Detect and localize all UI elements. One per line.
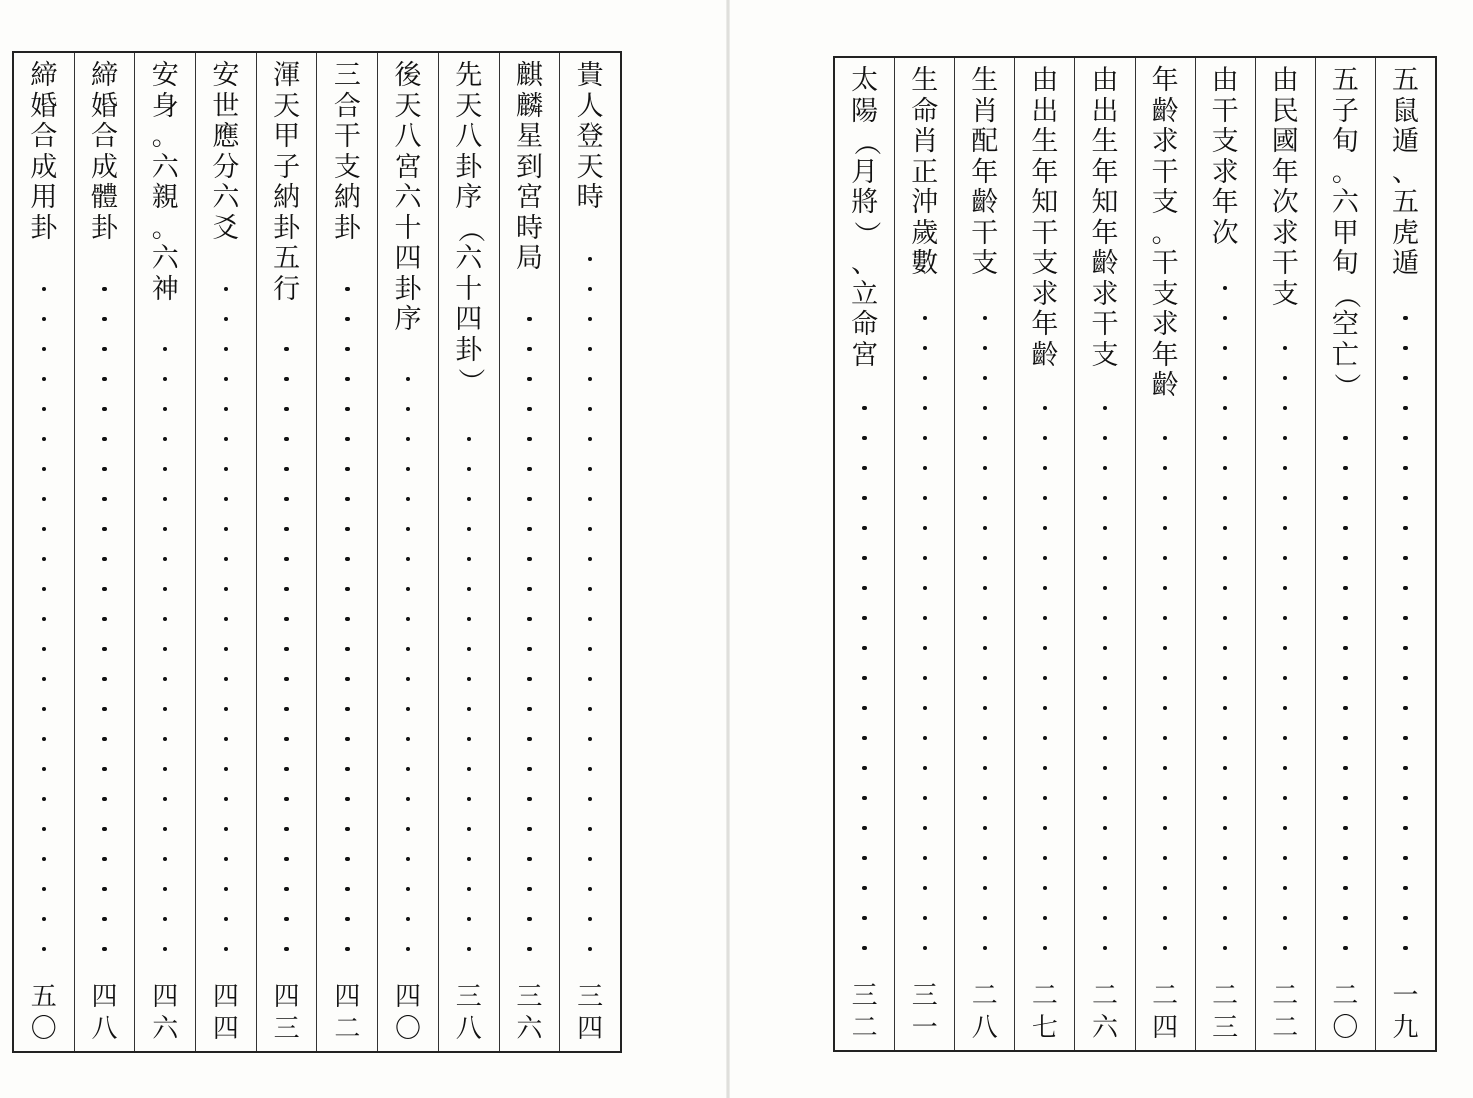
toc-entry[interactable] [438,53,499,1051]
toc-page-number: 二 八 [971,981,998,1043]
toc-entry-title: 由 干 支 求 年 次 [1211,65,1239,249]
toc-entry[interactable] [1014,58,1074,1050]
leader-dots [1136,410,1195,950]
toc-entry[interactable] [74,53,135,1051]
toc-entry-title: 三 合 干 支 納 卦 [333,60,361,244]
toc-page-number: 四 四 [212,982,239,1044]
toc-page-number: 三 四 [577,982,604,1044]
toc-entry[interactable] [1074,58,1134,1050]
leader-dots [895,290,954,950]
leader-dots [500,291,560,951]
toc-entry[interactable] [1375,58,1435,1050]
toc-entry[interactable] [377,53,438,1051]
toc-entry-title: 生 命 肖 正 沖 歲 數 [911,65,939,279]
leader-dots [955,290,1014,950]
toc-entry[interactable] [134,53,195,1051]
toc-entry-title: 由 民 國 年 次 求 干 支 [1271,65,1299,310]
toc-page-number: 四 八 [91,982,118,1044]
toc-page-number: 四 〇 [395,982,422,1044]
toc-entry-title: 安 世 應 分 六 爻 [212,60,240,244]
toc-entry[interactable] [954,58,1014,1050]
toc-page-number: 二 三 [1212,981,1239,1043]
toc-entry[interactable] [256,53,317,1051]
toc-page-number: 四 二 [334,982,361,1044]
toc-entry-title: 先 天 八 卦 序 （ 六 十 四 卦 ） [453,60,485,395]
toc-page-number: 三 一 [911,981,938,1043]
toc-entry-title: 貴 人 登 天 時 [576,60,604,213]
leader-dots [75,261,135,951]
toc-entry[interactable] [835,58,894,1050]
leader-dots [1376,290,1435,950]
leader-dots [378,351,438,951]
leader-dots [196,261,256,951]
leader-dots [135,321,195,951]
toc-entry[interactable] [14,53,74,1051]
toc-page-number: 五 〇 [30,982,57,1044]
toc-page-number: 三 八 [455,982,482,1044]
leader-dots [1015,380,1074,950]
toc-entry-title: 太 陽 （ 月 將 ） 、 立 命 宮 [849,65,881,371]
toc-entry-title: 五 鼠 遁 、 五 虎 遁 [1391,65,1419,279]
toc-entry[interactable] [894,58,954,1050]
toc-entry-title: 渾 天 甲 子 納 卦 五 行 [273,60,301,305]
leader-dots [835,380,894,950]
toc-page-number: 二 七 [1031,981,1058,1043]
leader-dots [560,231,620,951]
toc-entry-title: 後 天 八 宮 六 十 四 卦 序 [394,60,422,335]
toc-panel-right [833,56,1437,1052]
toc-entry[interactable] [195,53,256,1051]
toc-entry[interactable] [316,53,377,1051]
leader-dots [1256,320,1315,950]
toc-page-number: 三 六 [516,982,543,1044]
toc-page-number: 二 六 [1091,981,1118,1043]
toc-page-number: 四 六 [152,982,179,1044]
leader-dots [14,261,74,951]
toc-entry-title: 生 肖 配 年 齡 干 支 [971,65,999,279]
leader-dots [317,261,377,951]
toc-entry-title: 五 子 旬 。 六 甲 旬 （ 空 亡 ） [1330,65,1362,400]
toc-page-number: 一 九 [1392,981,1419,1043]
toc-page-number: 四 三 [273,982,300,1044]
toc-entry-title: 由 出 生 年 知 年 齡 求 干 支 [1091,65,1119,371]
toc-entry-title: 締 婚 合 成 用 卦 [30,60,58,244]
toc-entry[interactable] [559,53,620,1051]
toc-page-number: 二 四 [1152,981,1179,1043]
leader-dots [1196,260,1255,950]
toc-entry-title: 安 身 。 六 親 。 六 神 [151,60,179,305]
leader-dots [1075,380,1134,950]
toc-entry-title: 麒 麟 星 到 宮 時 局 [515,60,543,274]
toc-entry[interactable] [1135,58,1195,1050]
toc-page-number: 二 二 [1272,981,1299,1043]
toc-page-number: 二 〇 [1332,981,1359,1043]
leader-dots [257,321,317,951]
toc-entry[interactable] [1255,58,1315,1050]
toc-entry-title: 年 齡 求 干 支 。 干 支 求 年 齡 [1151,65,1179,401]
leader-dots [439,411,499,951]
toc-panel-left [12,51,622,1053]
toc-entry[interactable] [499,53,560,1051]
toc-entry-title: 由 出 生 年 知 干 支 求 年 齡 [1031,65,1059,371]
toc-page-number: 三 二 [851,981,878,1043]
book-spine [726,0,730,1098]
toc-entry[interactable] [1195,58,1255,1050]
toc-entry-title: 締 婚 合 成 體 卦 [91,60,119,244]
toc-entry[interactable] [1315,58,1375,1050]
leader-dots [1316,410,1375,950]
